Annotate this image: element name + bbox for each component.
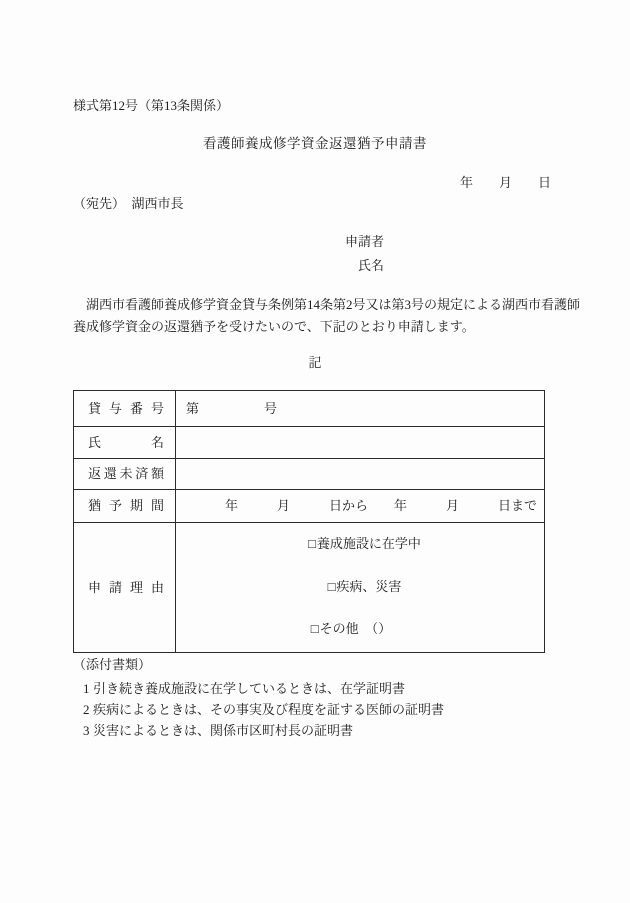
- row-label-name: 氏名: [74, 426, 176, 458]
- reason-option-label: 疾病、災害: [336, 578, 402, 594]
- name-field: [176, 426, 544, 458]
- reason-option-label: その他: [319, 621, 359, 636]
- row-label-loan-number: 貸与番号: [74, 391, 176, 426]
- applicant-name-label: 氏名: [358, 257, 385, 273]
- attachment-number: 1: [83, 680, 90, 696]
- applicant-label: 申請者: [345, 234, 385, 249]
- reason-option-enrolled: [308, 536, 421, 551]
- loan-number-field: 第 号: [186, 400, 278, 416]
- application-reason-cell: [176, 522, 544, 652]
- attachment-number: 3: [83, 722, 90, 738]
- unpaid-amount-field: [176, 458, 544, 489]
- checkbox-illness-disaster-icon[interactable]: □: [327, 578, 336, 594]
- attachment-item: [73, 720, 565, 741]
- page-title: 看護師養成修学資金返還猶予申請書: [203, 136, 427, 151]
- reason-option-illness-disaster: [328, 579, 402, 594]
- attachment-text: 災害によるときは、関係市区町村長の証明書: [93, 722, 354, 738]
- reason-option-label: 養成施設に在学中: [316, 536, 421, 551]
- addressee-line: （宛先） 湖西市長: [73, 196, 184, 211]
- body-line: 養成修学資金の返還猶予を受けたいので、下記のとおり申請します。: [73, 319, 475, 334]
- body-line: 湖西市看護師養成修学資金貸与条例第14条第2号又は第3号の規定による湖西市看護師: [73, 297, 581, 312]
- checkbox-enrolled-icon[interactable]: □: [308, 536, 316, 551]
- row-label-unpaid-amount: 返還未済額: [74, 458, 176, 489]
- body-paragraph: [73, 294, 581, 338]
- attachments-section: [73, 656, 565, 741]
- deferment-period-field: 年 月 日から 年 月 日まで: [176, 489, 544, 522]
- paren-open: （: [358, 621, 379, 636]
- row-label-deferment-period: 猶予期間: [74, 489, 176, 522]
- attachment-text: 引き続き養成施設に在学しているときは、在学証明書: [93, 680, 406, 696]
- attachments-heading: （添付書類）: [73, 657, 152, 672]
- form-number: 様式第12号（第13条関係）: [73, 98, 230, 113]
- ki-heading: 記: [308, 355, 322, 370]
- checkbox-other-icon[interactable]: □: [310, 621, 319, 636]
- applicant-block: [345, 233, 384, 274]
- application-table: [73, 390, 545, 653]
- attachment-text: 疾病によるときは、その事実及び程度を証する医師の証明書: [93, 701, 445, 717]
- attachment-number: 2: [83, 701, 90, 717]
- attachment-item: [73, 699, 565, 720]
- reason-option-other: [311, 621, 418, 636]
- date-line: 年 月 日: [459, 175, 551, 190]
- row-label-application-reason: 申請理由: [74, 522, 176, 652]
- paren-close: ）: [378, 621, 392, 636]
- attachment-item: [73, 678, 565, 699]
